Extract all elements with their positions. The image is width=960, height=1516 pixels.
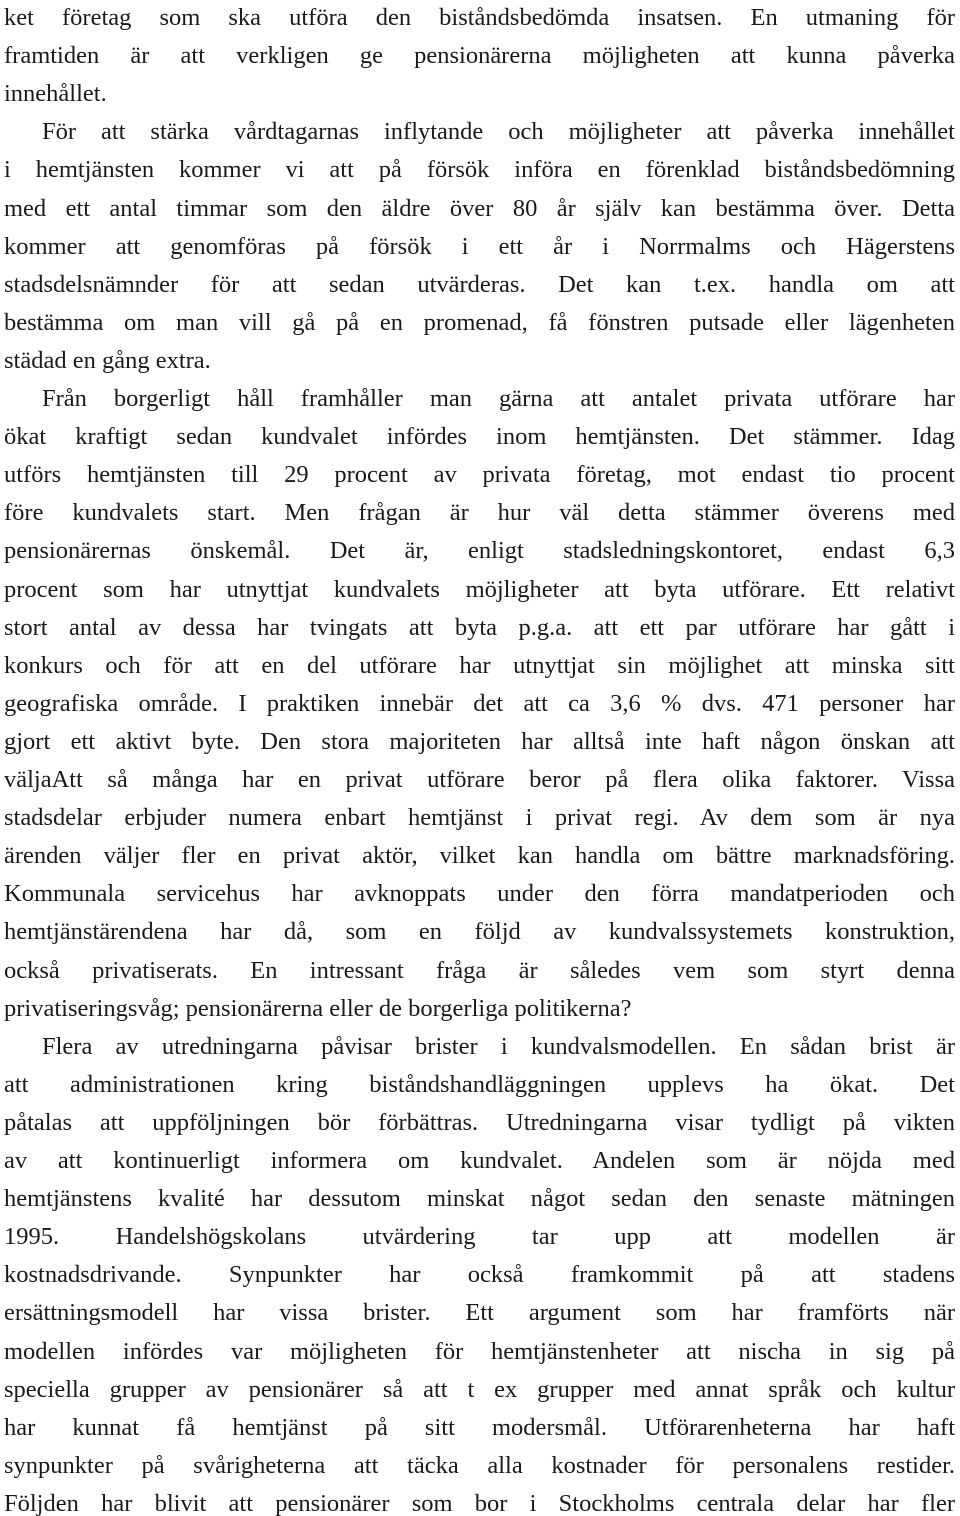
text-line: av att kontinuerligt informera om kundvalet. Andelen som är nöjda med xyxy=(4,1147,955,1174)
text-line: synpunkter på svårigheterna att täcka alla kostnader för personalens restider. xyxy=(4,1451,955,1479)
text-line: privatiseringsvåg; pensionärerna eller de borgerliga politikerna? xyxy=(4,994,632,1022)
text-line: innehållet. xyxy=(4,80,107,108)
text-line: ärenden väljer fler en privat aktör, vilket kan handla om bättre marknadsföring. xyxy=(4,842,955,870)
text-line: stadsdelsnämnder för att sedan utvärderas. Det kan t.ex. handla om att xyxy=(4,270,955,298)
text-line: Från borgerligt håll framhåller man gärna att antalet privata utförare har xyxy=(42,385,955,412)
text-line: Flera av utredningarna påvisar brister i kundvalsmodellen. En sådan brist är xyxy=(42,1032,955,1060)
text-line: konkurs och för att en del utförare har utnyttjat sin möjlighet att minska sitt xyxy=(4,651,955,679)
text-line: geografiska område. I praktiken innebär det att ca 3,6 % dvs. 471 personer har xyxy=(4,689,955,717)
text-line: ket företag som ska utföra den biståndsbedömda insatsen. En utmaning för xyxy=(4,4,955,31)
text-line: stort antal av dessa har tvingats att byta p.g.a. att ett par utförare har gått i xyxy=(4,613,955,641)
text-line: i hemtjänsten kommer vi att på försök införa en förenklad biståndsbedömning xyxy=(4,156,955,184)
text-line: pensionärernas önskemål. Det är, enligt stadsledningskontoret, endast 6,3 xyxy=(4,537,955,565)
text-line: hemtjänstärendena har då, som en följd av kundvalssystemets konstruktion, xyxy=(4,918,955,946)
text-line: ersättningsmodell har vissa brister. Ett argument som har framförts när xyxy=(4,1299,955,1327)
text-line: hemtjänstens kvalité har dessutom minskat något sedan den senaste mätningen xyxy=(4,1185,955,1213)
text-line: Följden har blivit att pensionärer som bor i Stockholms centrala delar har fler xyxy=(4,1489,955,1516)
text-line: Kommunala servicehus har avknoppats under den förra mandatperioden och xyxy=(4,880,955,908)
text-line: För att stärka vårdtagarnas inflytande och möjligheter att påverka innehållet xyxy=(42,118,955,146)
text-line: med ett antal timmar som den äldre över 80 år själv kan bestämma över. Detta xyxy=(4,194,955,222)
text-line: kostnadsdrivande. Synpunkter har också framkommit på att stadens xyxy=(4,1261,955,1289)
text-line: påtalas att uppföljningen bör förbättras. Utredningarna visar tydligt på vikten xyxy=(4,1108,955,1136)
text-line: bestämma om man vill gå på en promenad, få fönstren putsade eller lägenheten xyxy=(4,308,955,336)
text-line: 1995. Handelshögskolans utvärdering tar upp att modellen är xyxy=(4,1223,955,1251)
text-line: har kunnat få hemtjänst på sitt modersmål. Utförarenheterna har haft xyxy=(4,1413,955,1441)
text-line: speciella grupper av pensionärer så att t ex grupper med annat språk och kultur xyxy=(4,1375,955,1403)
text-line: modellen infördes var möjligheten för hemtjänstenheter att nischa in sig på xyxy=(4,1337,955,1365)
text-line: framtiden är att verkligen ge pensionärerna möjligheten att kunna påverka xyxy=(4,42,955,70)
text-line: att administrationen kring biståndshandläggningen upplevs ha ökat. Det xyxy=(4,1070,955,1098)
text-line: också privatiserats. En intressant fråga är således vem som styrt denna xyxy=(4,956,955,984)
text-line: väljaAtt så många har en privat utförare beror på flera olika faktorer. Vissa xyxy=(4,766,955,793)
text-line: städad en gång extra. xyxy=(4,346,211,374)
text-line: kommer att genomföras på försök i ett år i Norrmalms och Hägerstens xyxy=(4,232,955,260)
text-line: procent som har utnyttjat kundvalets möjligheter att byta utförare. Ett relativt xyxy=(4,575,955,603)
text-line: utförs hemtjänsten till 29 procent av privata företag, mot endast tio procent xyxy=(4,461,955,489)
text-line: stadsdelar erbjuder numera enbart hemtjänst i privat regi. Av dem som är nya xyxy=(4,804,955,832)
text-line: gjort ett aktivt byte. Den stora majoriteten har alltså inte haft någon önskan att xyxy=(4,727,955,755)
text-line: ökat kraftigt sedan kundvalet infördes inom hemtjänsten. Det stämmer. Idag xyxy=(4,423,955,451)
text-line: före kundvalets start. Men frågan är hur väl detta stämmer överens med xyxy=(4,499,955,527)
